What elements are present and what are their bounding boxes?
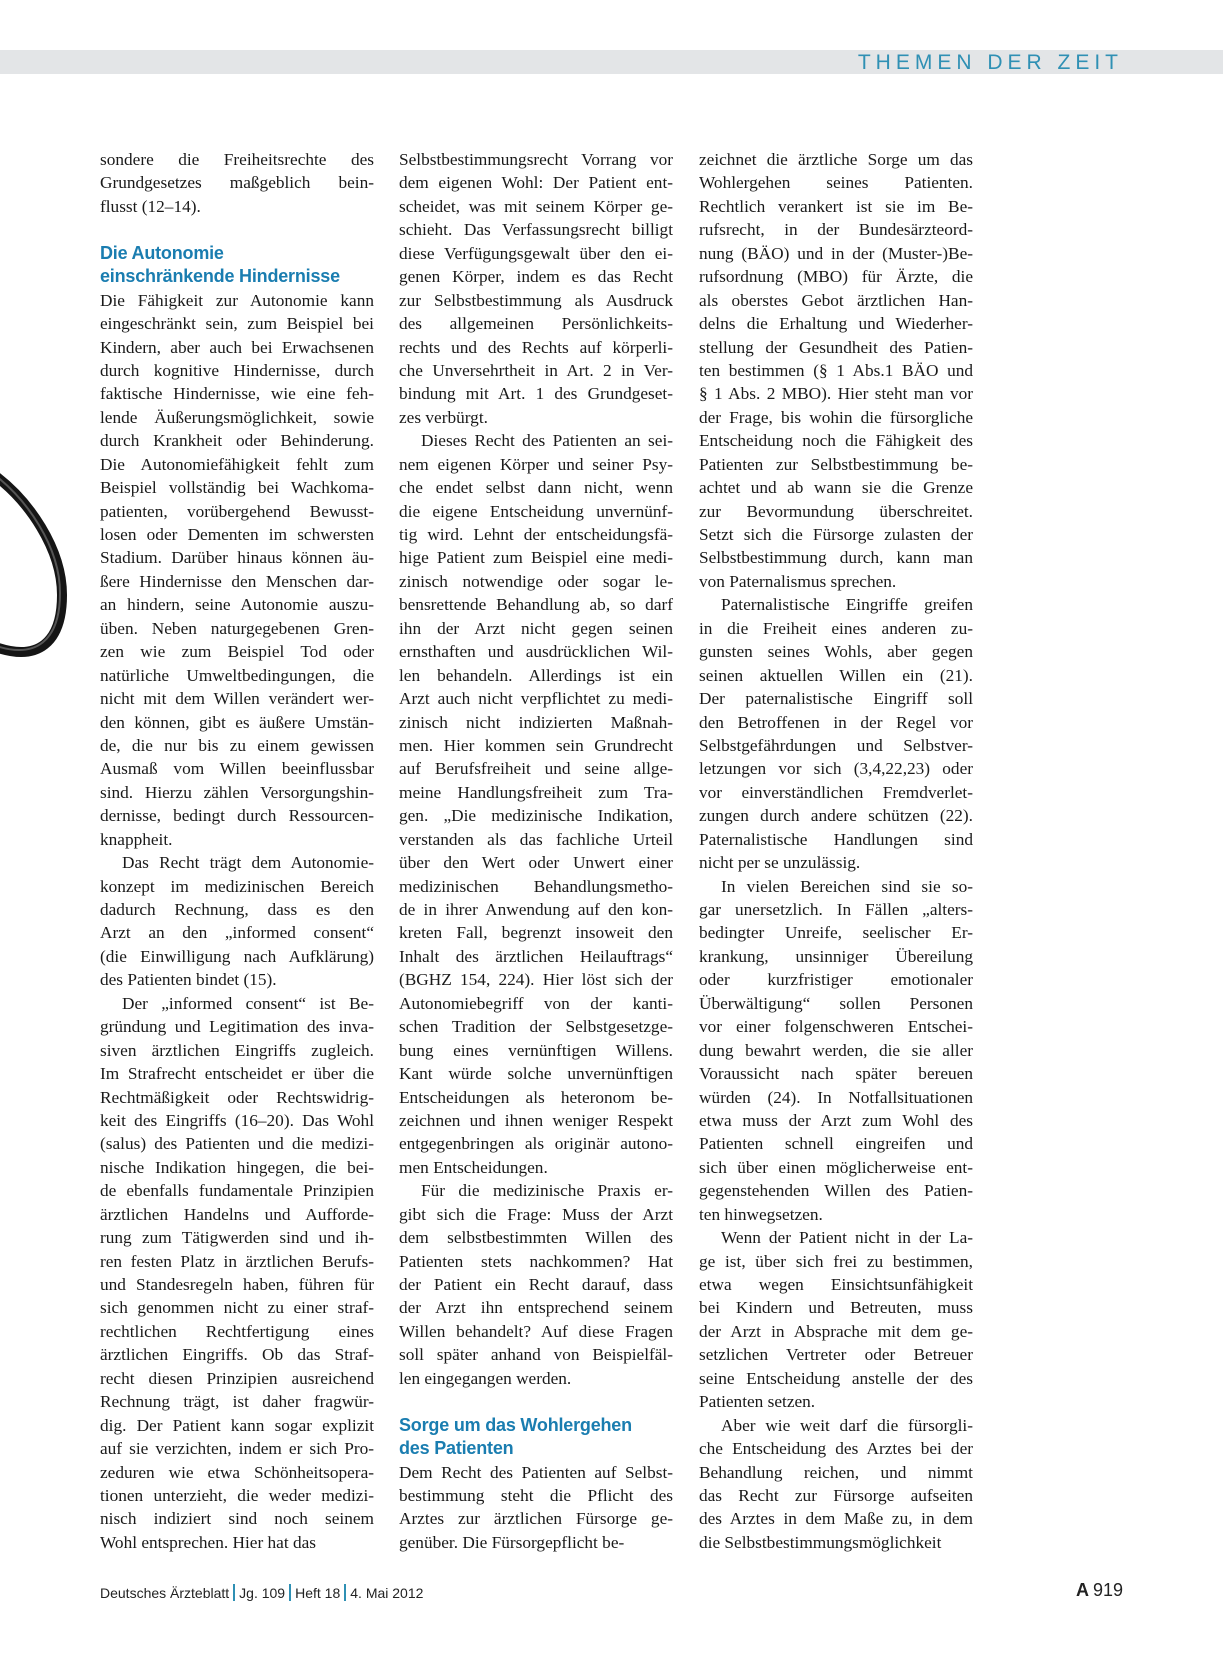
page-number-value: 919 [1092,1580,1123,1600]
text-line: krankung, unsinniger Übereilung [699,946,973,966]
text-line: Inhalt des ärztlichen Heilauftrags“ [399,946,673,966]
text-line: Autonomiebegriff von der kanti- [399,993,673,1013]
text-line: den Betroffenen in der Regel vor [699,712,973,732]
text-line: von Paternalismus sprechen. [699,571,897,591]
text-line: hige Patient zum Beispiel eine medi- [399,548,673,568]
text-line: men. Hier kommen sein Grundrecht [399,735,673,755]
text-column-3 [699,148,973,1554]
text-line: losen oder Dementen im schwersten [100,525,374,545]
text-line: natürliche Umweltbedingungen, die [100,665,374,685]
text-line: tig wird. Lehnt der entscheidungsfä- [399,525,673,544]
text-line: Arztes zur ärztlichen Fürsorge ge- [399,1509,673,1529]
page-prefix: A [1075,1580,1089,1600]
text-line: Dem Recht des Patienten auf Selbst- [399,1462,673,1482]
text-line: der Arzt in Absprache mit dem ge- [699,1321,973,1341]
text-line: faktische Hindernisse, wie eine feh- [100,384,374,404]
text-line: ßere Hindernisse den Menschen dar- [100,571,374,591]
text-line: bindung mit Art. 1 des Grundgeset- [399,384,673,404]
text-line: den können, gibt es äußere Umstän- [100,712,374,732]
text-line: medizinischen Behandlungsmetho- [399,876,673,896]
text-line: nem eigenen Körper und seiner Psy- [399,454,673,474]
paragraph-spacer [399,1390,673,1413]
text-line: entgegenbringen als originär autono- [399,1134,673,1154]
text-line: Patienten setzen. [699,1392,816,1412]
text-line: flusst (12–14). [100,196,201,216]
text-line: gegenstehenden Willen des Patien- [699,1181,973,1201]
text-line: durch kognitive Hindernisse, durch [100,360,374,380]
text-line: Ausmaß vom Willen beeinflussbar [100,759,374,779]
section-heading [399,1414,673,1461]
text-line: etwa wegen Einsichtsunfähigkeit [699,1275,973,1294]
text-line: Rechnung trägt, ist daher fragwür- [100,1392,374,1412]
text-line: zungen durch andere schützen (22). [699,806,973,826]
text-line: Selbstgefährdungen und Selbstver- [699,735,973,755]
text-line: Paternalistische Handlungen sind [699,829,973,849]
text-line: lende Äußerungsmöglichkeit, sowie [100,407,374,427]
text-line: ernsthaften und ausdrücklichen Wil- [399,642,673,662]
text-line: Beispiel vollständig bei Wachkoma- [100,478,374,498]
paragraph [699,1414,973,1555]
text-line: Überwältigung“ sollen Personen [699,993,973,1013]
text-line: recht diesen Prinzipien ausreichend [100,1368,374,1388]
paragraph [100,851,374,992]
text-line: des allgemeinen Persönlichkeits- [399,314,673,334]
page-number [1076,1580,1123,1601]
text-line: tionen unterzieht, die weder medizi- [100,1485,374,1505]
text-line: üben. Neben naturgegebenen Gren- [100,618,374,638]
text-line: Rechtlich verankert ist sie im Be- [699,196,973,216]
text-line: Setzt sich die Fürsorge zulasten der [699,525,973,544]
text-line: letzungen vor sich (3,4,22,23) oder [699,759,973,779]
text-line: (salus) des Patienten und die medizi- [100,1134,374,1154]
text-line: die Selbstbestimmungsmöglichkeit [699,1532,942,1552]
text-line: nisch indiziert sind noch seinem [100,1509,374,1529]
text-line: setzlichen Vertreter oder Betreuer [699,1345,973,1365]
text-line: gunsten seines Wohls, aber gegen [699,642,973,662]
text-line: dig. Der Patient kann sogar explizit [100,1415,374,1435]
text-line: Voraussicht nach später bereuen [699,1064,973,1084]
text-line: Wohl entsprechen. Hier hat das [100,1532,316,1552]
text-line: meine Handlungsfreiheit zum Tra- [399,782,673,802]
text-line: Aber wie weit darf die fürsorgli- [721,1415,973,1435]
heading-line: einschränkende Hindernisse [100,266,340,287]
text-line: kreten Fall, begrenzt insoweit den [399,923,673,943]
text-line: (die Einwilligung nach Aufklärung) [100,946,374,966]
text-line: bestimmung steht die Pflicht des [399,1485,673,1505]
text-line: Arzt an den „informed consent“ [100,923,374,943]
text-line: rechtlichen Rechtfertigung eines [100,1321,374,1341]
text-line: patienten, vorübergehend Bewusst- [100,501,374,521]
text-line: ärztlichen Handelns und Aufforde- [100,1204,374,1224]
text-line: len eingegangen werden. [399,1368,572,1388]
text-line: dung bewahrt werden, die sie aller [699,1040,973,1060]
text-line: der Patient ein Recht darauf, dass [399,1275,673,1294]
text-column-2 [399,148,673,1554]
text-line: de in ihrer Anwendung auf den kon- [399,900,673,919]
text-line: scheidet, was mit seinem Körper ge- [399,196,673,216]
text-line: vor einverständlichen Fremdverlet- [699,782,973,802]
text-line: über den Wert oder Unwert einer [399,853,673,873]
text-line: ge ist, über sich frei zu bestimmen, [699,1251,973,1271]
text-line: Kindern, aber auch bei Erwachsenen [100,337,374,357]
text-line: Entscheidungen als heteronom be- [399,1087,673,1107]
text-line: Für die medizinische Praxis er- [421,1181,673,1201]
text-line: Der „informed consent“ ist Be- [122,993,374,1013]
text-line: etwa muss der Arzt zum Wohl des [699,1110,973,1130]
text-line: In vielen Bereichen sind sie so- [721,876,973,896]
text-line: dadurch Rechnung, dass es den [100,900,374,920]
footer [100,1584,423,1601]
paragraph [100,148,374,218]
text-line: nung (BÄO) und in der (Muster-)Be- [699,243,973,263]
text-line: Grundgesetzes maßgeblich bein- [100,173,374,193]
paragraph [399,148,673,429]
text-line: genüber. Die Fürsorgepflicht be- [399,1532,625,1552]
text-line: bedingter Unreife, seelischer Er- [699,923,973,943]
text-line: che Unversehrtheit in Art. 2 in Ver- [399,360,673,380]
text-line: des Arztes in dem Maße zu, in dem [699,1509,973,1529]
footer-volume: Jg. 109 [239,1585,286,1601]
text-line: zeichnen und ihnen weniger Respekt [399,1110,673,1130]
text-line: Behandlung reichen, und nimmt [699,1462,973,1482]
text-line: auf sie verzichten, indem er sich Pro- [100,1439,374,1459]
section-heading [100,242,374,289]
footer-date: 4. Mai 2012 [350,1585,424,1601]
text-line: keit des Eingriffs (16–20). Das Wohl [100,1110,374,1130]
text-line: len behandeln. Allerdings ist ein [399,665,673,685]
text-line: nicht per se unzulässig. [699,853,861,873]
text-line: gar unersetzlich. In Fällen „alters- [699,900,973,919]
text-line: an hindern, seine Autonomie auszu- [100,595,374,615]
text-line: zes verbürgt. [399,407,488,427]
text-line: achtet und ab wann sie die Grenze [699,478,973,498]
text-line: ten bestimmen (§ 1 Abs.1 BÄO und [699,360,973,380]
text-line: Paternalistische Eingriffe greifen [721,595,973,615]
text-line: zur Selbstbestimmung als Ausdruck [399,290,673,310]
text-line: dem eigenen Wohl: Der Patient ent- [399,173,673,193]
text-line: vor einer folgenschweren Entschei- [699,1017,973,1037]
text-line: siven ärztlichen Eingriffs zugleich. [100,1040,374,1060]
text-line: dem selbstbestimmten Willen des [399,1228,673,1248]
text-line: Selbstbestimmungsrecht Vorrang vor [399,150,673,169]
text-line: rufsordnung (MBO) für Ärzte, die [699,267,973,287]
text-line: Der paternalistische Eingriff soll [699,689,973,709]
text-line: Patienten zur Selbstbestimmung be- [699,454,973,474]
text-line: zinisch nicht indizierten Maßnah- [399,712,673,732]
text-line: das Recht zur Fürsorge aufseiten [699,1485,973,1505]
heading-line: Die Autonomie [100,242,224,263]
text-line: des Patienten bindet (15). [100,970,277,990]
footer-divider [233,1584,235,1601]
text-line: soll später anhand von Beispielfäl- [399,1345,673,1365]
text-line: die eigene Entscheidung unvernünf- [399,501,673,521]
text-column-1 [100,148,374,1554]
text-line: würden (24). In Notfallsituationen [699,1087,973,1107]
paragraph [699,875,973,1227]
footer-divider [344,1584,346,1601]
text-line: Patienten stets nachkommen? Hat [399,1251,673,1271]
text-line: Wohlergehen seines Patienten. [699,173,973,193]
text-line: sich über einen möglicherweise ent- [699,1157,973,1177]
text-line: und Standesregeln haben, führen für [100,1275,374,1295]
text-line: che Entscheidung des Arztes bei der [699,1439,973,1459]
text-line: sondere die Freiheitsrechte des [100,150,374,169]
text-line: Die Fähigkeit zur Autonomie kann [100,290,374,310]
text-line: de, die nur bis zu einem gewissen [100,735,374,755]
text-line: rufsrecht, in der Bundesärzteord- [699,220,973,240]
text-line: ihn der Arzt nicht gegen seinen [399,618,673,638]
text-line: zeduren wie etwa Schönheitsopera- [100,1462,374,1482]
text-line: schen Tradition der Selbstgesetzge- [399,1017,673,1037]
footer-journal: Deutsches Ärzteblatt [100,1585,230,1601]
text-line: schieht. Das Verfassungsrecht billigt [399,220,673,240]
paragraph [399,429,673,1179]
cable-illustration [0,460,80,690]
footer-issue: Heft 18 [295,1585,341,1601]
paragraph [399,1461,673,1555]
paragraph [699,593,973,874]
text-line: eingeschränkt sein, zum Beispiel bei [100,314,374,334]
text-line: genen Körper, indem es das Recht [399,267,673,287]
text-line: delns die Erhaltung und Wiederher- [699,314,973,334]
paragraph [399,1179,673,1390]
text-line: gen. „Die medizinische Indikation, [399,806,673,826]
text-line: auf Berufsfreiheit und seine allge- [399,759,673,779]
heading-line: Sorge um das Wohlergehen [399,1414,632,1435]
heading-line: des Patienten [399,1438,514,1459]
text-line: seine Entscheidung anstelle der des [699,1368,973,1388]
text-line: zeichnet die ärztliche Sorge um das [699,150,973,169]
text-line: Kant würde solche unvernünftigen [399,1064,673,1084]
text-line: zen wie zum Beispiel Tod oder [100,642,374,662]
text-line: men Entscheidungen. [399,1157,548,1177]
text-line: gibt sich die Frage: Muss der Arzt [399,1204,673,1224]
text-line: Rechtmäßigkeit oder Rechtswidrig- [100,1087,374,1107]
text-line: diese Verfügungsgewalt über den ei- [399,243,673,263]
text-line: sich genommen nicht zu einer straf- [100,1298,374,1318]
text-line: Arzt auch nicht verpflichtet zu medi- [399,689,673,709]
text-line: nicht mit dem Willen verändert wer- [100,689,374,709]
section-title: THEMEN DER ZEIT [857,51,1123,74]
text-line: Dieses Recht des Patienten an sei- [421,431,673,451]
paragraph [100,992,374,1555]
text-line: ten hinwegsetzen. [699,1204,823,1224]
text-line: che endet selbst dann nicht, wenn [399,478,673,498]
text-line: bung eines vernünftigen Willens. [399,1040,673,1060]
text-line: stellung der Gesundheit des Patien- [699,337,973,357]
paragraph [699,1226,973,1414]
text-line: knappheit. [100,829,173,849]
footer-divider [289,1584,291,1601]
text-line: rung zum Tätigwerden sind und ih- [100,1228,374,1248]
text-line: sind. Hierzu zählen Versorgungshin- [100,782,374,802]
text-line: bei Kindern und Betreuten, muss [699,1298,973,1318]
text-line: Entscheidung noch die Fähigkeit des [699,431,973,451]
text-line: de ebenfalls fundamentale Prinzipien [100,1181,374,1201]
text-line: Wenn der Patient nicht in der La- [721,1228,973,1248]
text-line: Patienten schnell eingreifen und [699,1134,973,1154]
text-line: bensrettende Behandlung ab, so darf [399,595,673,615]
text-line: der Frage, bis wohin die fürsorgliche [699,407,973,427]
text-line: durch Krankheit oder Behinderung. [100,431,374,451]
text-line: seinen aktuellen Willen ein (21). [699,665,973,685]
text-line: in die Freiheit eines anderen zu- [699,618,973,638]
text-line: (BGHZ 154, 224). Hier löst sich der [399,970,673,990]
text-line: nische Indikation hingegen, die bei- [100,1157,374,1177]
text-line: als oberstes Gebot ärztlichen Han- [699,290,973,310]
text-line: verstanden als das fachliche Urteil [399,829,673,849]
text-line: Im Strafrecht entscheidet er über die [100,1064,374,1084]
text-line: dernisse, bedingt durch Ressourcen- [100,806,374,826]
paragraph [699,148,973,593]
text-line: der Arzt ihn entsprechend seinem [399,1298,673,1318]
text-line: Willen behandelt? Auf diese Fragen [399,1321,673,1341]
text-line: rechts und des Rechts auf körperli- [399,337,673,357]
text-line: Stadium. Darüber hinaus können äu- [100,548,374,568]
text-line: zinisch notwendige oder sogar le- [399,571,673,591]
text-line: ärztlichen Eingriffs. Ob das Straf- [100,1345,374,1365]
paragraph-spacer [100,218,374,241]
text-line: § 1 Abs. 2 MBO). Hier steht man vor [699,384,973,404]
paragraph [100,289,374,852]
text-line: ren festen Platz in ärztlichen Berufs- [100,1251,374,1271]
text-line: konzept im medizinischen Bereich [100,876,374,896]
text-line: gründung und Legitimation des inva- [100,1017,374,1037]
text-line: oder kurzfristiger emotionaler [699,970,973,990]
text-line: Das Recht trägt dem Autonomie- [122,853,374,873]
text-line: Die Autonomiefähigkeit fehlt zum [100,454,374,474]
text-line: zur Bevormundung überschreitet. [699,501,973,521]
text-line: Selbstbestimmung durch, kann man [699,548,973,568]
